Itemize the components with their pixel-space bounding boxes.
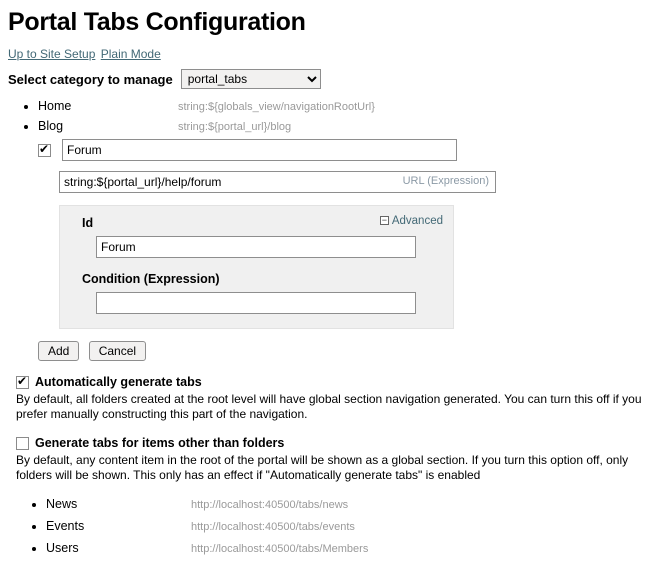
advanced-toggle[interactable]: [380, 215, 443, 227]
tab-url: string:${portal_url}/blog: [178, 121, 292, 133]
condition-input[interactable]: [96, 292, 416, 314]
auto-generate-tabs-label: Automatically generate tabs: [35, 375, 202, 389]
generated-tab-url: http://localhost:40500/tabs/events: [191, 521, 355, 533]
collapse-icon[interactable]: −: [381, 215, 387, 226]
generated-tab-list: [8, 497, 646, 555]
category-select[interactable]: [181, 69, 321, 89]
list-item: [38, 119, 646, 133]
tab-url-hint: URL (Expression): [402, 175, 489, 187]
tab-title-input[interactable]: [62, 139, 457, 161]
add-button[interactable]: Add: [38, 341, 79, 361]
editor-button-row: [38, 341, 646, 361]
generated-tab-url: http://localhost:40500/tabs/news: [191, 499, 349, 511]
advanced-toggle-label[interactable]: Advanced: [391, 215, 443, 227]
tab-editor-url-row: [59, 171, 496, 193]
generated-tab-url: http://localhost:40500/tabs/Members: [191, 543, 369, 555]
option-header: [16, 375, 646, 389]
tab-name[interactable]: • Home: [38, 99, 72, 113]
non-folder-tabs-label: Generate tabs for items other than folders: [35, 436, 285, 450]
tab-name[interactable]: • Blog: [38, 119, 64, 133]
option-auto-generate-tabs: [16, 375, 646, 422]
non-folder-tabs-description: By default, any content item in the root of the portal will be shown as a global section. If you turn this option off, only folders will be shown. This only has an effect if "Automatically generate tabs" is enabled: [16, 453, 629, 482]
list-item: [46, 541, 646, 555]
generated-tab-name[interactable]: News: [46, 497, 78, 511]
list-item: [38, 99, 646, 113]
option-header: [16, 436, 646, 450]
non-folder-tabs-checkbox[interactable]: [16, 437, 29, 450]
tab-url: string:${globals_view/navigationRootUrl}: [178, 101, 375, 113]
option-non-folder-tabs: [16, 436, 646, 483]
id-label: Id: [82, 216, 94, 230]
tab-row: [38, 99, 646, 113]
category-select-label: Select category to manage: [8, 71, 173, 87]
tab-enabled-checkbox[interactable]: [38, 144, 51, 157]
cancel-button[interactable]: Cancel: [89, 341, 146, 361]
breadcrumb: [8, 47, 646, 61]
tab-editor-title-row: [38, 139, 646, 161]
condition-label: Condition (Expression): [82, 272, 220, 286]
auto-generate-tabs-checkbox[interactable]: [16, 376, 29, 389]
generated-tab-name[interactable]: Users: [46, 541, 79, 555]
auto-generate-tabs-description: By default, all folders created at the root level will have global section navigation generated. You can turn this off if you prefer manually constructing this part of the navigation.: [16, 392, 642, 421]
breadcrumb-link-up-to-site-setup[interactable]: Up to Site Setup: [8, 47, 96, 61]
page-title: Portal Tabs Configuration: [8, 8, 306, 36]
list-item: [46, 519, 646, 533]
category-selector-row: [8, 69, 646, 89]
breadcrumb-link-plain-mode[interactable]: Plain Mode: [100, 47, 161, 61]
tab-list: [8, 99, 646, 133]
list-item: [46, 497, 646, 511]
tab-row: [38, 119, 646, 133]
id-input[interactable]: [96, 236, 416, 258]
generated-tab-name[interactable]: Events: [46, 519, 85, 533]
advanced-panel: [59, 205, 454, 329]
